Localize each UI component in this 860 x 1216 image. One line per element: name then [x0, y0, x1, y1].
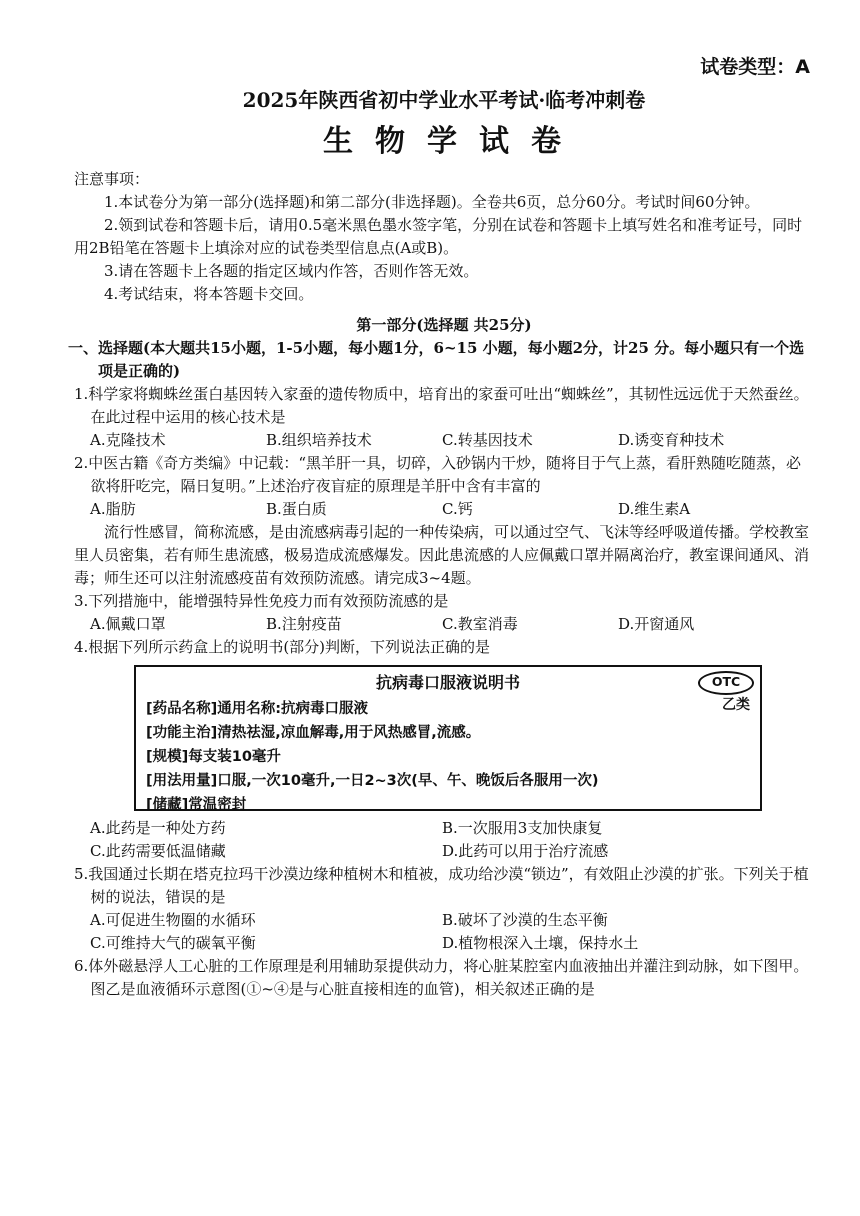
option-a: A.可促进生物圈的水循环: [90, 911, 256, 929]
option-c: C.转基因技术: [442, 431, 533, 449]
leaflet-title: 抗病毒口服液说明书: [375, 673, 520, 692]
leaflet-line: [储藏]常温密封: [146, 797, 247, 813]
paper-type-label: 试卷类型：A: [700, 56, 810, 78]
option-d: D.开窗通风: [618, 615, 695, 633]
option-d: D.此药可以用于治疗流感: [442, 842, 609, 860]
leaflet-line: [用法用量]口服,一次10毫升,一日2~3次(早、午、晚饭后各服用一次): [146, 773, 599, 789]
medicine-leaflet: [134, 665, 762, 811]
notice-item: 1.本试卷分为第一部分(选择题)和第二部分(非选择题)。全卷共6页，总分60分。考试时间60分钟。: [104, 193, 760, 211]
notice-section: [74, 168, 814, 306]
option-b: B.组织培养技术: [266, 431, 372, 449]
option-b: B.注射疫苗: [266, 615, 342, 633]
notice-item: 4.考试结束，将本答题卡交回。: [104, 285, 314, 303]
option-c: C.钙: [442, 500, 473, 518]
section-one-title: 一、选择题(本大题共15小题，1-5小题，每小题1分，6~15 小题，每小题2分，计25 分。每小题只有一个选项是正确的): [68, 339, 805, 380]
option-d: D.诱变育种技术: [618, 431, 725, 449]
option-b: B.一次服用3支加快康复: [442, 819, 603, 837]
option-b: B.破坏了沙漠的生态平衡: [442, 911, 608, 929]
question-4: [74, 636, 814, 863]
option-d: D.植物根深入土壤，保持水土: [442, 934, 639, 952]
question-3: [74, 590, 814, 636]
question-stem: 4.根据下列所示药盒上的说明书(部分)判断，下列说法正确的是: [74, 638, 491, 656]
leaflet-line: [规模]每支装10毫升: [146, 749, 281, 765]
question-options: [74, 817, 814, 863]
notice-heading: 注意事项：: [74, 170, 150, 188]
question-2: [74, 452, 814, 521]
question-stem: 3.下列措施中，能增强特异性免疫力而有效预防流感的是: [74, 592, 449, 610]
option-d: D.维生素A: [618, 500, 691, 518]
question-6: [74, 955, 814, 1001]
subject-title: 生物学试卷: [323, 124, 583, 159]
option-c: C.此药需要低温储藏: [90, 842, 226, 860]
option-a: A.此药是一种处方药: [90, 819, 226, 837]
question-stem: 1.科学家将蜘蛛丝蛋白基因转入家蚕的遗传物质中，培育出的家蚕可吐出“蜘蛛丝”，其韧性远远优于天然蚕丝。在此过程中运用的核心技术是: [74, 385, 809, 426]
option-c: C.可维持大气的碳氧平衡: [90, 934, 256, 952]
leaflet-line: [药品名称]通用名称:抗病毒口服液: [146, 701, 369, 717]
question-stem: 5.我国通过长期在塔克拉玛干沙漠边缘种植树木和植被，成功给沙漠“锁边”，有效阻止沙漠的扩张。下列关于植树的说法，错误的是: [74, 865, 809, 906]
option-a: A.佩戴口罩: [90, 615, 166, 633]
question-options: [74, 498, 814, 521]
option-a: A.克隆技术: [90, 431, 166, 449]
option-c: C.教室消毒: [442, 615, 518, 633]
notice-item: 3.请在答题卡上各题的指定区域内作答，否则作答无效。: [104, 262, 479, 280]
option-a: A.脂肪: [90, 500, 136, 518]
question-5: [74, 863, 814, 955]
question-stem: 6.体外磁悬浮人工心脏的工作原理是利用辅助泵提供动力，将心脏某腔室内血液抽出并灌注到动脉，如下图甲。图乙是血液循环示意图(①~④是与心脏直接相连的血管)，相关叙述正确的是: [74, 957, 809, 998]
exam-title: 2025年陕西省初中学业水平考试·临考冲刺卷: [242, 88, 646, 112]
otc-class-label: 乙类: [722, 697, 750, 713]
question-1: [74, 383, 814, 452]
question-options: [74, 909, 814, 955]
part-one-title: 第一部分(选择题 共25分): [356, 316, 532, 334]
notice-item: 2.领到试卷和答题卡后，请用0.5毫米黑色墨水签字笔，分别在试卷和答题卡上填写姓名和准考证号，同时用2B铅笔在答题卡上填涂对应的试卷类型信息点(A或B)。: [74, 216, 803, 257]
option-b: B.蛋白质: [266, 500, 327, 518]
question-stem: 2.中医古籍《奇方类编》中记载：“黑羊肝一具，切碎，入砂锅内干炒，随将目于气上蒸，看肝熟随吃随蒸，必欲将肝吃完，隔日复明。”上述治疗夜盲症的原理是羊肝中含有丰富的: [74, 454, 801, 495]
question-options: [74, 429, 814, 452]
question-options: [74, 613, 814, 636]
reading-passage: 流行性感冒，简称流感，是由流感病毒引起的一种传染病，可以通过空气、飞沫等经呼吸道传播。学校教室里人员密集，若有师生患流感，极易造成流感爆发。因此患流感的人应佩戴口罩并隔离治疗，教室课间通风、消毒；师生还可以注射流感疫苗有效预防流感。请完成3~4题。: [74, 523, 810, 587]
leaflet-line: [功能主治]清热祛湿,凉血解毒,用于风热感冒,流感。: [146, 725, 481, 741]
otc-badge: OTC: [698, 671, 754, 695]
